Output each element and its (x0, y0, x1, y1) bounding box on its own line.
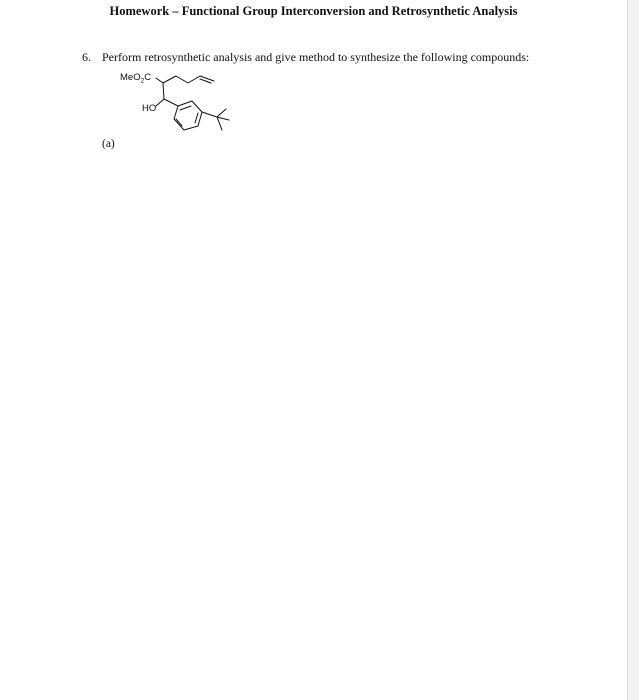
part-label-a: (a) (102, 138, 115, 150)
methyl-2 (217, 117, 229, 120)
aromatic-bond-1 (180, 106, 191, 110)
ester-label: MeO$_2$C (120, 72, 152, 85)
aromatic-bond-2 (195, 113, 198, 123)
question-text: Perform retrosynthetic analysis and give method to synthesize the following compounds: (102, 50, 530, 64)
benzene-ring (174, 101, 202, 130)
methyl-3 (217, 117, 222, 130)
bond-to-ring (164, 99, 178, 106)
question-6 (82, 50, 529, 65)
page-gutter (628, 0, 639, 700)
methyl-1 (217, 109, 226, 117)
bond-ester (156, 78, 163, 83)
bond-hydroxyl (156, 99, 164, 106)
hydroxyl-label: HO (142, 103, 157, 114)
page-title: Homework – Functional Group Interconversion and Retrosynthetic Analysis (109, 4, 518, 18)
bond-chain-down (163, 83, 164, 99)
bond-tert-butyl (202, 112, 217, 117)
alkenyl-chain (163, 76, 214, 83)
question-number: 6. (82, 50, 91, 64)
chemical-structure-a (118, 66, 248, 148)
